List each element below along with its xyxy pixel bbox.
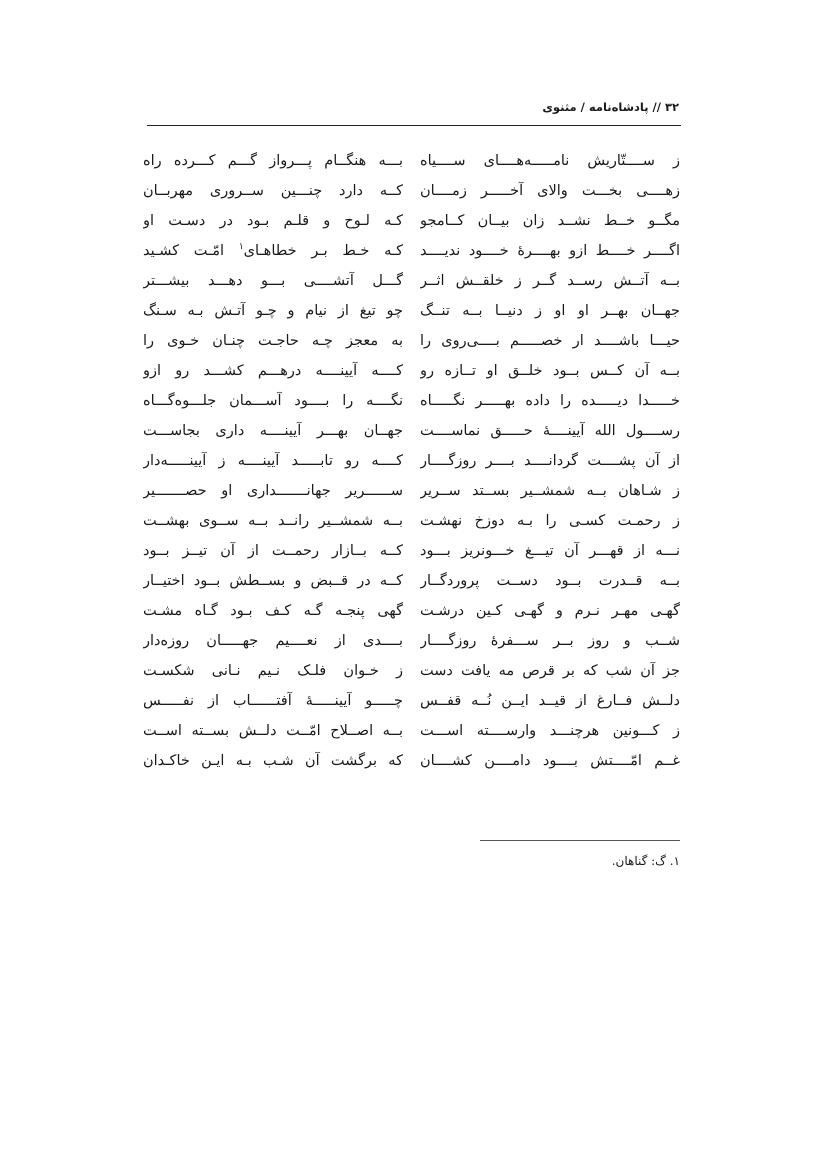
verse-line: نگــــه را بــــود آســـمان جلـــوه‌گـــاه (143, 393, 403, 409)
verse-line: کــــه آیینــــه درهـــم کشـــد رو ازو (143, 363, 403, 379)
footnote-rule (480, 840, 680, 841)
verse-line: کــه دارد چنـــین ســروری مهربــان (143, 183, 403, 199)
verse-line: ز رحمـت کسـی را بـه دوزخ نهشـت (420, 513, 680, 529)
footnote-marker: ۱ (238, 242, 244, 253)
verse-line-text-continued: امّـت کشـید (143, 243, 239, 259)
verse-line: ز شـاهان بــه شمشــیر بســتد ســریر (420, 483, 680, 499)
verse-line: نـــه از قهـــر آن تیـــغ خـــونریز بـــود (420, 543, 680, 559)
verse-line: بــه آتــش رســد گــر ز خلقــش اثــر (420, 273, 680, 289)
verse-line: مگــو خــط نشــد زان بیــان کــامجو (420, 213, 680, 229)
verse-line: بــه قــدرت بــود دســت پروردگــار (420, 573, 680, 589)
verse-line: کــــه رو تابـــــد آیینــــه ز آیینـــــه‌دار (143, 453, 403, 469)
verse-line: جهــان بهـــر آیینــــه داری بجاســـت (143, 423, 403, 439)
verse-line: که برگشت آن شـب بـه ایـن خاکـدان (143, 753, 403, 769)
verse-line: چو تیغ از نیام و چـو آتـش بـه سـنگ (143, 303, 403, 319)
verse-line: چـــــو آیینـــــهٔ آفتــــــاب از نفـــــس (143, 693, 403, 709)
verse-column-right (420, 146, 680, 776)
verse-line: زهــــی بخـــت والای آخـــــر زمــــان (420, 183, 680, 199)
verse-line: ز خـوان فلـک نـیم نـانی شکسـت (143, 663, 403, 679)
verse-line: گـــل آتشــــی بـــو دهـــد بیشـــتر (143, 273, 403, 289)
footnote: ۱. گ: گناهان. (611, 854, 680, 868)
verse-line: بــه اصــلاح امّــت دلــش بســته اســت (143, 723, 403, 739)
verse-line: به معجز چـه حاجـت چنـان خـوی را (143, 333, 403, 349)
verse-line: جز آن شب که بر قرص مه یافت دست (420, 663, 680, 679)
verse-line: گهی پنجـه گـه کـف بـود گـاه مشـت (143, 603, 403, 619)
verse-line: ســــــریر جهانـــــــداری او حصـــــــیر (143, 483, 403, 499)
verse-line: اگــــر خــــط ازو بهــــرهٔ خــــود ندیــــد (420, 243, 680, 259)
verse-line: حیـــا باشــــد ار خصـــــم بــــی‌روی را (420, 333, 680, 349)
running-head: ۳۲ // پادشاه‌نامه / مثنوی (542, 100, 679, 114)
verse-line: بـــه هنگــام پـــرواز گـــم کـــرده راه (143, 153, 403, 169)
verse-line: رســــول الله آیینــــهٔ حـــــق نماســــت (420, 423, 680, 439)
verse-line: جهــان بهــر او او ز دنیــا بــه تنــگ (420, 303, 680, 319)
verse-line: غــم امّــــتش بــــود دامــــن کشــــان (420, 753, 680, 769)
verse-line: از آن پشــــت گردانــــد بــــر روزگــــار (420, 453, 680, 469)
verse-column-left (143, 146, 403, 776)
verse-line: دلــش فــارغ از قیــد ایــن نُــه قفــس (420, 693, 680, 709)
verse-line: بــــدی از نعــــیم جهـــــان روزه‌دار (143, 633, 403, 649)
verse-line: شــب و روز بــر ســـفرهٔ روزگــــار (420, 633, 680, 649)
verse-line: بــه آن کــس بــود خلــق او تــازه رو (420, 363, 680, 379)
header-rule (147, 125, 681, 126)
verse-line: کــه بــازار رحمــت از آن تیــز بــود (143, 543, 403, 559)
verse-line: بــه شمشــیر رانــد بــه ســوی بهشــت (143, 513, 403, 529)
verse-line: ز ســــتّاریش نامـــــه‌هــــای ســــیاه (420, 153, 680, 169)
verse-line: کـه لـوح و قلـم بـود در دسـت او (143, 213, 403, 229)
verse-line: خـــــدا دیـــــده را داده بهـــــر نگـــــاه (420, 393, 680, 409)
verse-line: گهـی مهـر نـرم و گهـی کـین درشـت (420, 603, 680, 619)
verse-line-with-footnote (143, 236, 403, 266)
verse-line: ز کـــونین هرچنـــد وارســــته اســـت (420, 723, 680, 739)
verse-line: کــه در قــبض و بســطش بــود اختیــار (143, 573, 403, 589)
verse-line-text: کـه خـط بـر خطاهـای (243, 243, 403, 259)
